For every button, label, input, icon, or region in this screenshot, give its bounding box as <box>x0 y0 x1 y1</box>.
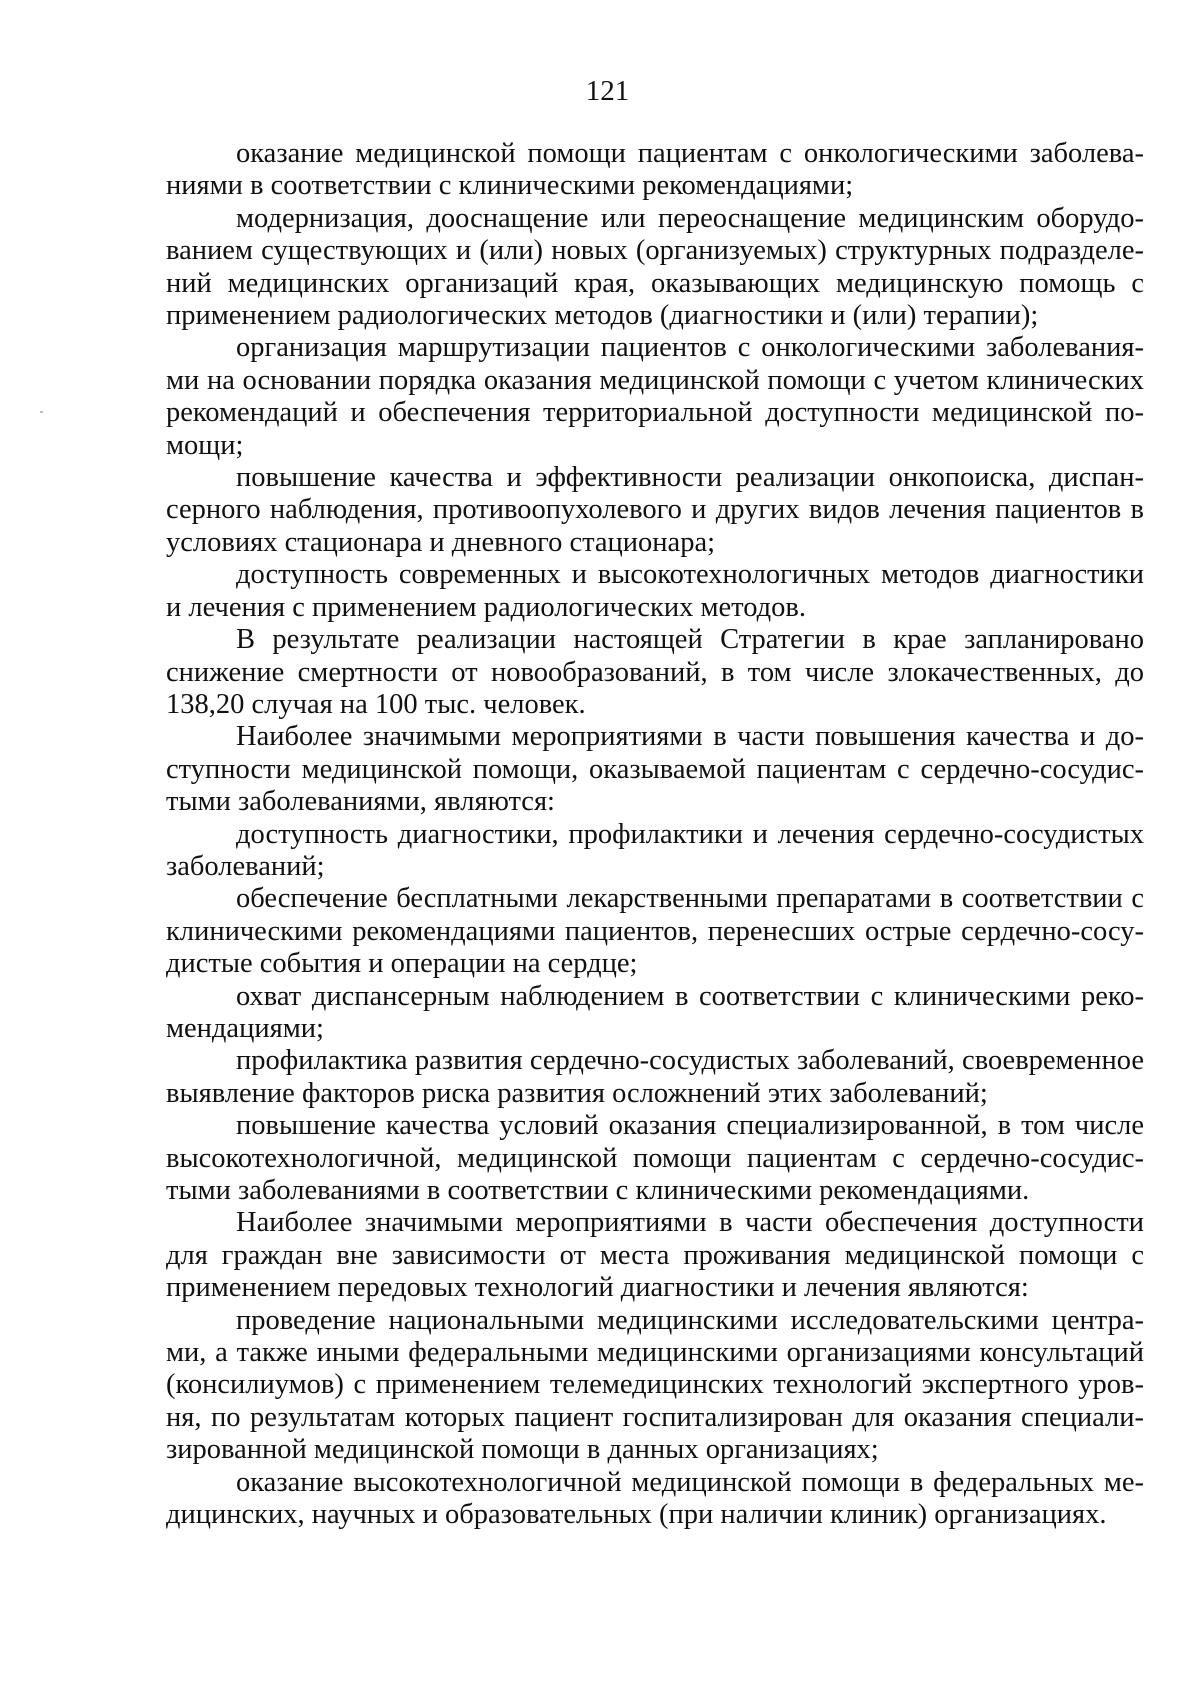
paragraph: Наиболее значимыми мероприятиями в части обеспечения доступности для граждан вне зависимости от места проживания медицинской помощи с применением передовых технологий диагностики и лечения являются: <box>166 1207 1144 1304</box>
paragraph: доступность современных и высокотехнологичных методов диагностики и лечения с применением радиологических методов. <box>166 559 1144 623</box>
scan-speck <box>40 411 43 413</box>
paragraph: оказание высокотехнологичной медицинской помощи в федеральных медицинских, научных и образовательных (при наличии клиник) организациях. <box>166 1466 1144 1531</box>
paragraph: оказание медицинской помощи пациентам с онкологическими заболеваниями в соответствии с клиническими рекомендациями; <box>166 138 1144 202</box>
paragraph: повышение качества условий оказания специализированной, в том числе высокотехнологичной, медицинской помощи пациентам с сердечно-сосудистыми заболеваниями в соответствии с клиническими рекомендациями. <box>166 1110 1144 1206</box>
paragraph: профилактика развития сердечно-сосудистых заболеваний, своевременное выявление факторов риска развития осложнений этих заболеваний; <box>166 1045 1144 1109</box>
paragraph: охват диспансерным наблюдением в соответствии с клиническими рекомендациями; <box>166 980 1144 1044</box>
paragraph: модернизация, дооснащение или переоснащение медицинским оборудованием существующих и (или) новых (организуемых) структурных подразделений медицинских организаций края, оказывающих медицинскую помощь с применением радиологических методов (диагностики и (или) терапии); <box>166 202 1144 332</box>
page-number: 121 <box>585 75 630 107</box>
paragraph: В результате реализации настоящей Стратегии в крае запланировано снижение смертности от новообразований, в том числе злокачественных, до 138,20 случая на 100 тыс. человек. <box>166 624 1144 720</box>
paragraph: организация маршрутизации пациентов с онкологическими заболеваниями на основании порядка оказания медицинской помощи с учетом клинических рекомендаций и обеспечения территориальной доступности медицинской помощи; <box>166 332 1144 461</box>
paragraph: проведение национальными медицинскими исследовательскими центрами, а также иными федеральными медицинскими организациями консультаций (консилиумов) с применением телемедицинских технологий экспертного уровня, по результатам которых пациент госпитализирован для оказания специализированной медицинской помощи в данных организациях; <box>166 1304 1144 1466</box>
paragraph: повышение качества и эффективности реализации онкопоиска, диспансерного наблюдения, противоопухолевого и других видов лечения пациентов в условиях стационара и дневного стационара; <box>166 462 1144 558</box>
paragraph: доступность диагностики, профилактики и лечения сердечно-сосудистых заболеваний; <box>166 818 1144 882</box>
paragraph: Наиболее значимыми мероприятиями в части повышения качества и доступности медицинской помощи, оказываемой пациентам с сердечно-сосудистыми заболеваниями, являются: <box>166 721 1144 818</box>
paragraph: обеспечение бесплатными лекарственными препаратами в соответствии с клиническими рекомендациями пациентов, перенесших острые сердечно-сосудистые события и операции на сердце; <box>166 883 1144 980</box>
body-text <box>166 138 1144 1531</box>
